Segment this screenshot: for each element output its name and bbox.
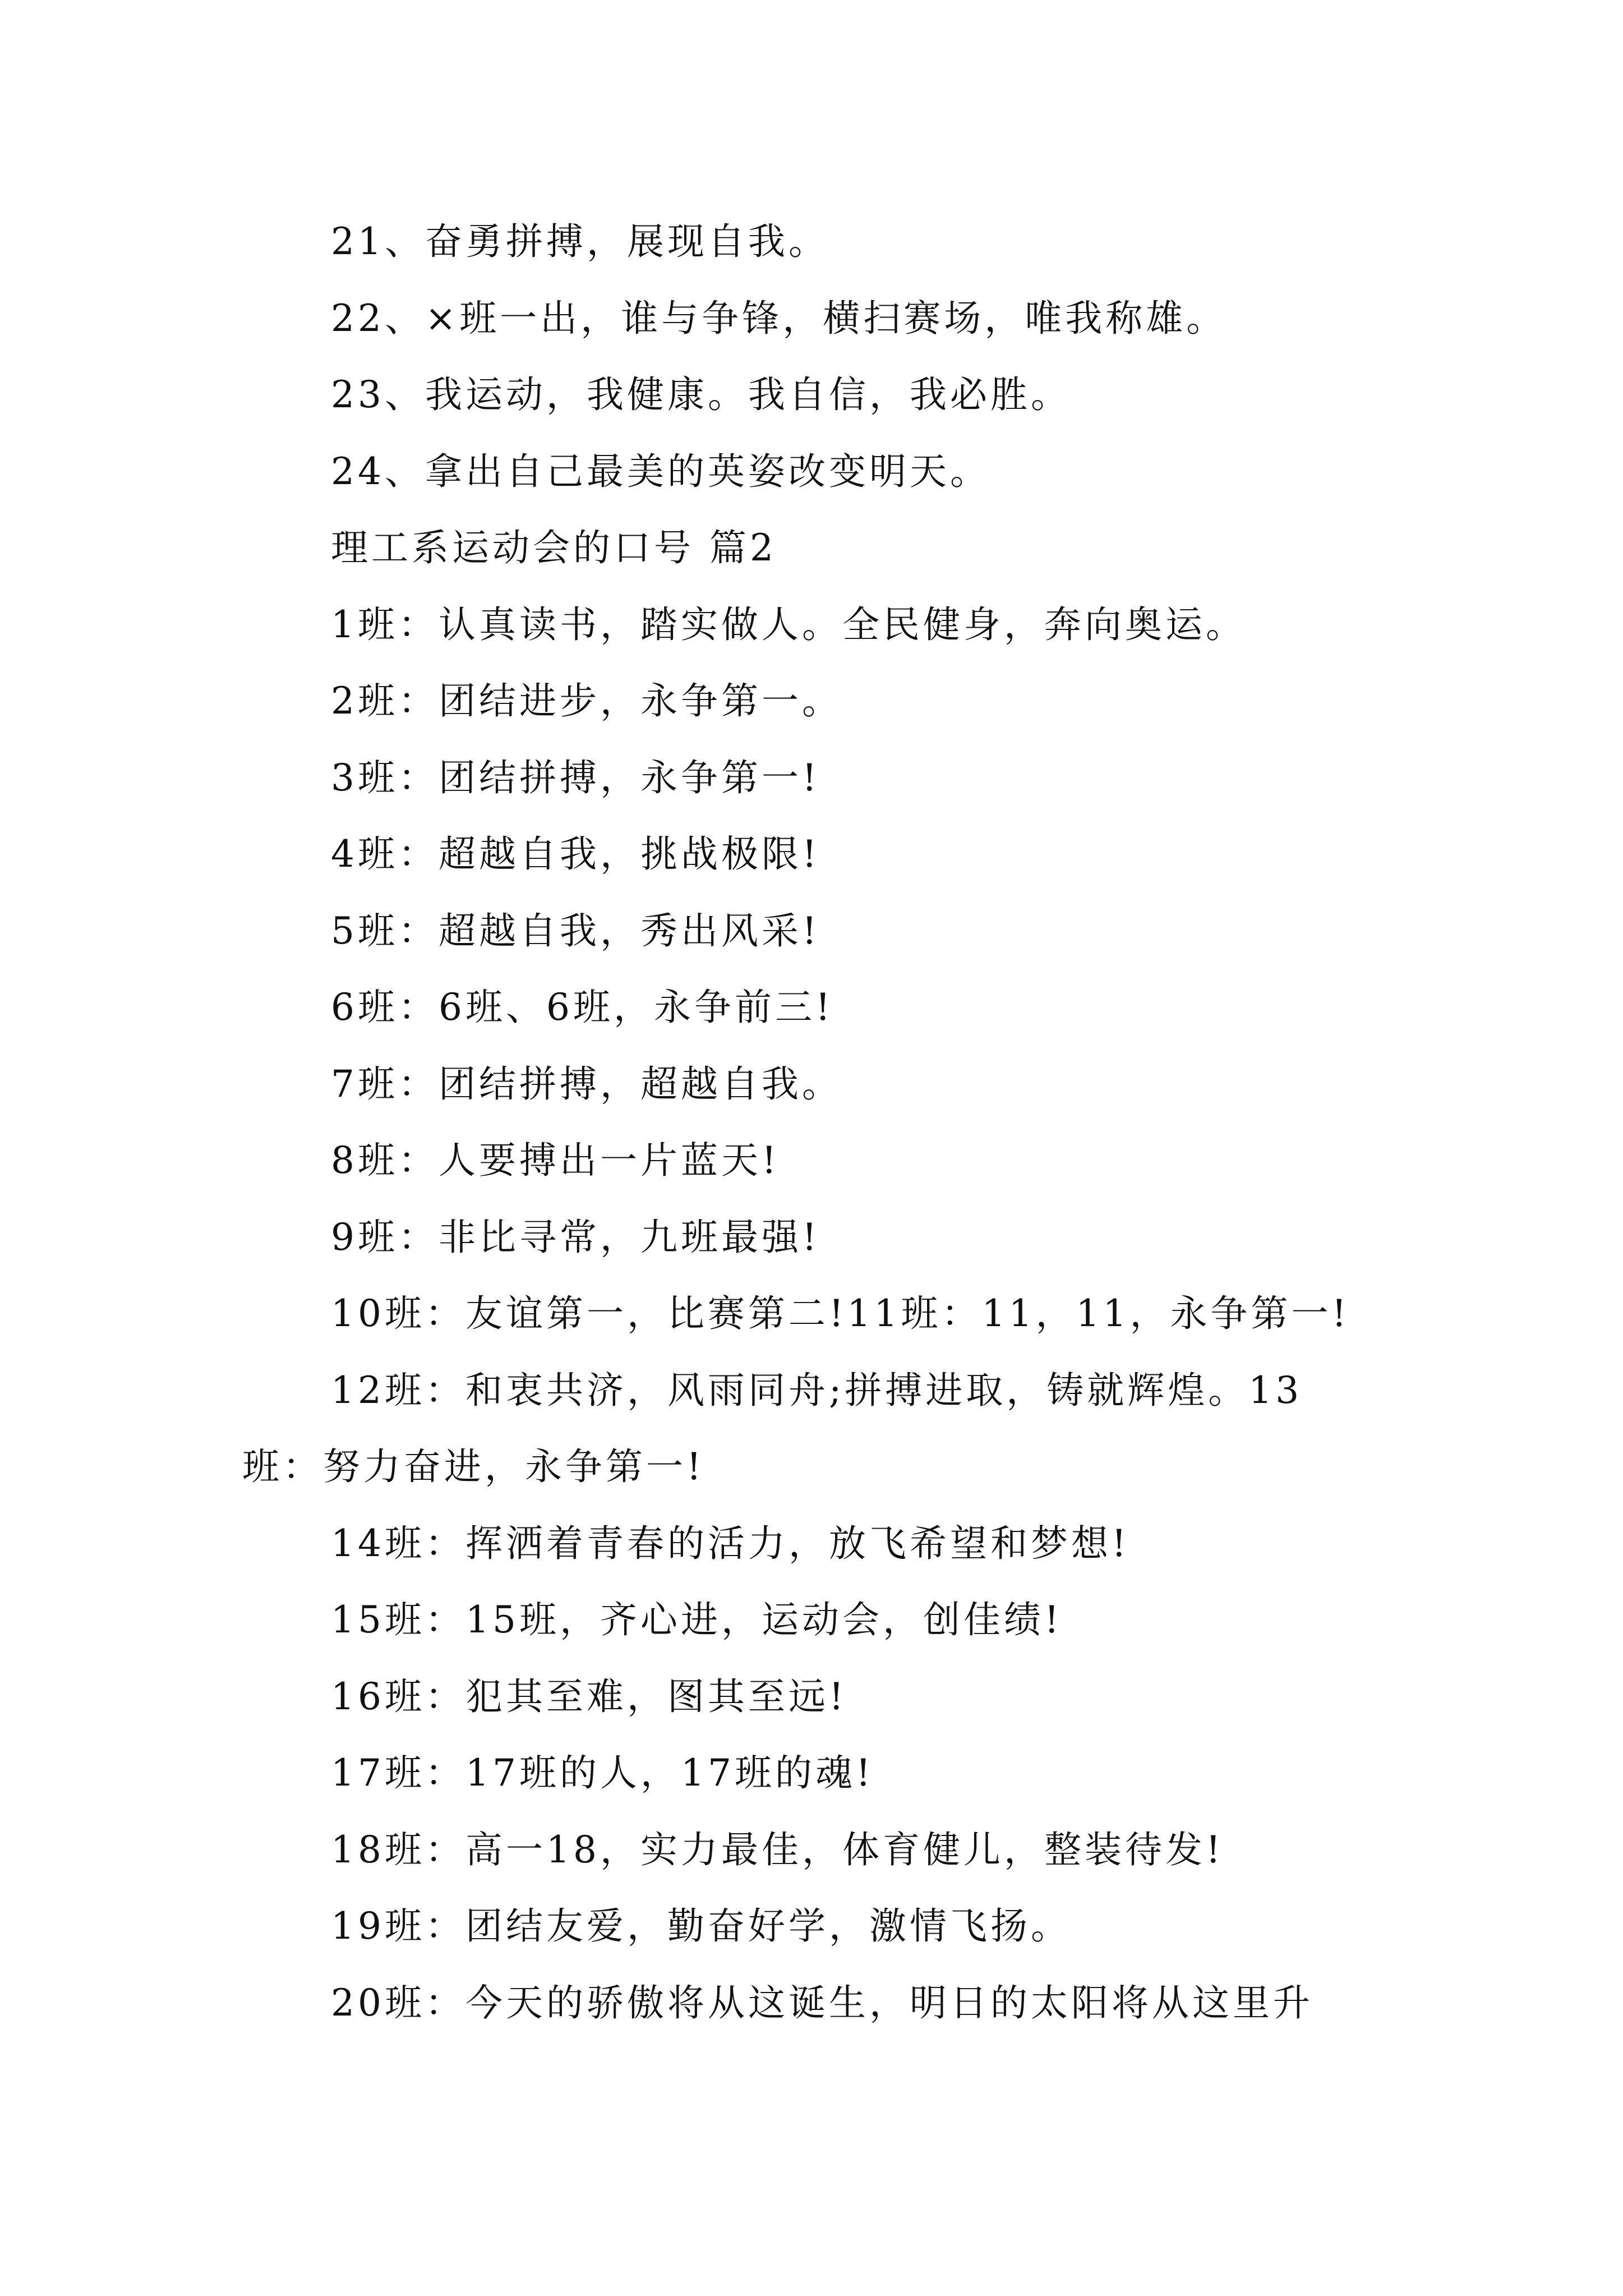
- text-line: 9班：非比寻常，九班最强!: [331, 1216, 820, 1259]
- text-line: 5班：超越自我，秀出风采!: [331, 909, 820, 953]
- text-line: 6班：6班、6班，永争前三!: [331, 986, 834, 1029]
- text-line: 22、×班一出，谁与争锋，横扫赛场，唯我称雄。: [331, 297, 1227, 340]
- text-line: 19班：团结友爱，勤奋好学，激情飞扬。: [331, 1904, 1071, 1948]
- text-line: 4班：超越自我，挑战极限!: [331, 832, 820, 876]
- text-line: 10班：友谊第一，比赛第二!11班：11，11，永争第一!: [331, 1292, 1350, 1335]
- text-line: 14班：挥洒着青春的活力，放飞希望和梦想!: [331, 1522, 1130, 1565]
- section-heading: 理工系运动会的口号 篇2: [331, 526, 777, 569]
- text-line: 3班：团结拼搏，永争第一!: [331, 756, 820, 799]
- text-line: 1班：认真读书，踏实做人。全民健身，奔向奥运。: [331, 603, 1246, 646]
- text-line: 7班：团结拼搏，超越自我。: [331, 1062, 842, 1106]
- text-line: 2班：团结进步，永争第一。: [331, 679, 842, 723]
- text-line: 18班：高一18，实力最佳，体育健儿，整装待发!: [331, 1828, 1224, 1871]
- text-line: 8班：人要搏出一片蓝天!: [331, 1139, 780, 1182]
- text-line: 20班：今天的骄傲将从这诞生，明日的太阳将从这里升: [331, 1981, 1313, 2024]
- text-line: 16班：犯其至难，图其至远!: [331, 1675, 847, 1718]
- text-line: 12班：和衷共济，风雨同舟;拼搏进取，铸就辉煌。13: [331, 1369, 1303, 1412]
- text-line: 23、我运动，我健康。我自信，我必胜。: [331, 373, 1071, 416]
- text-line: 17班：17班的人，17班的魂!: [331, 1751, 874, 1795]
- text-line: 15班：15班，齐心进，运动会，创佳绩!: [331, 1598, 1063, 1641]
- text-line: 24、拿出自己最美的英姿改变明天。: [331, 450, 990, 493]
- text-line: 21、奋勇拼搏，展现自我。: [331, 220, 829, 263]
- text-line-continuation: 班：努力奋进，永争第一!: [242, 1445, 705, 1488]
